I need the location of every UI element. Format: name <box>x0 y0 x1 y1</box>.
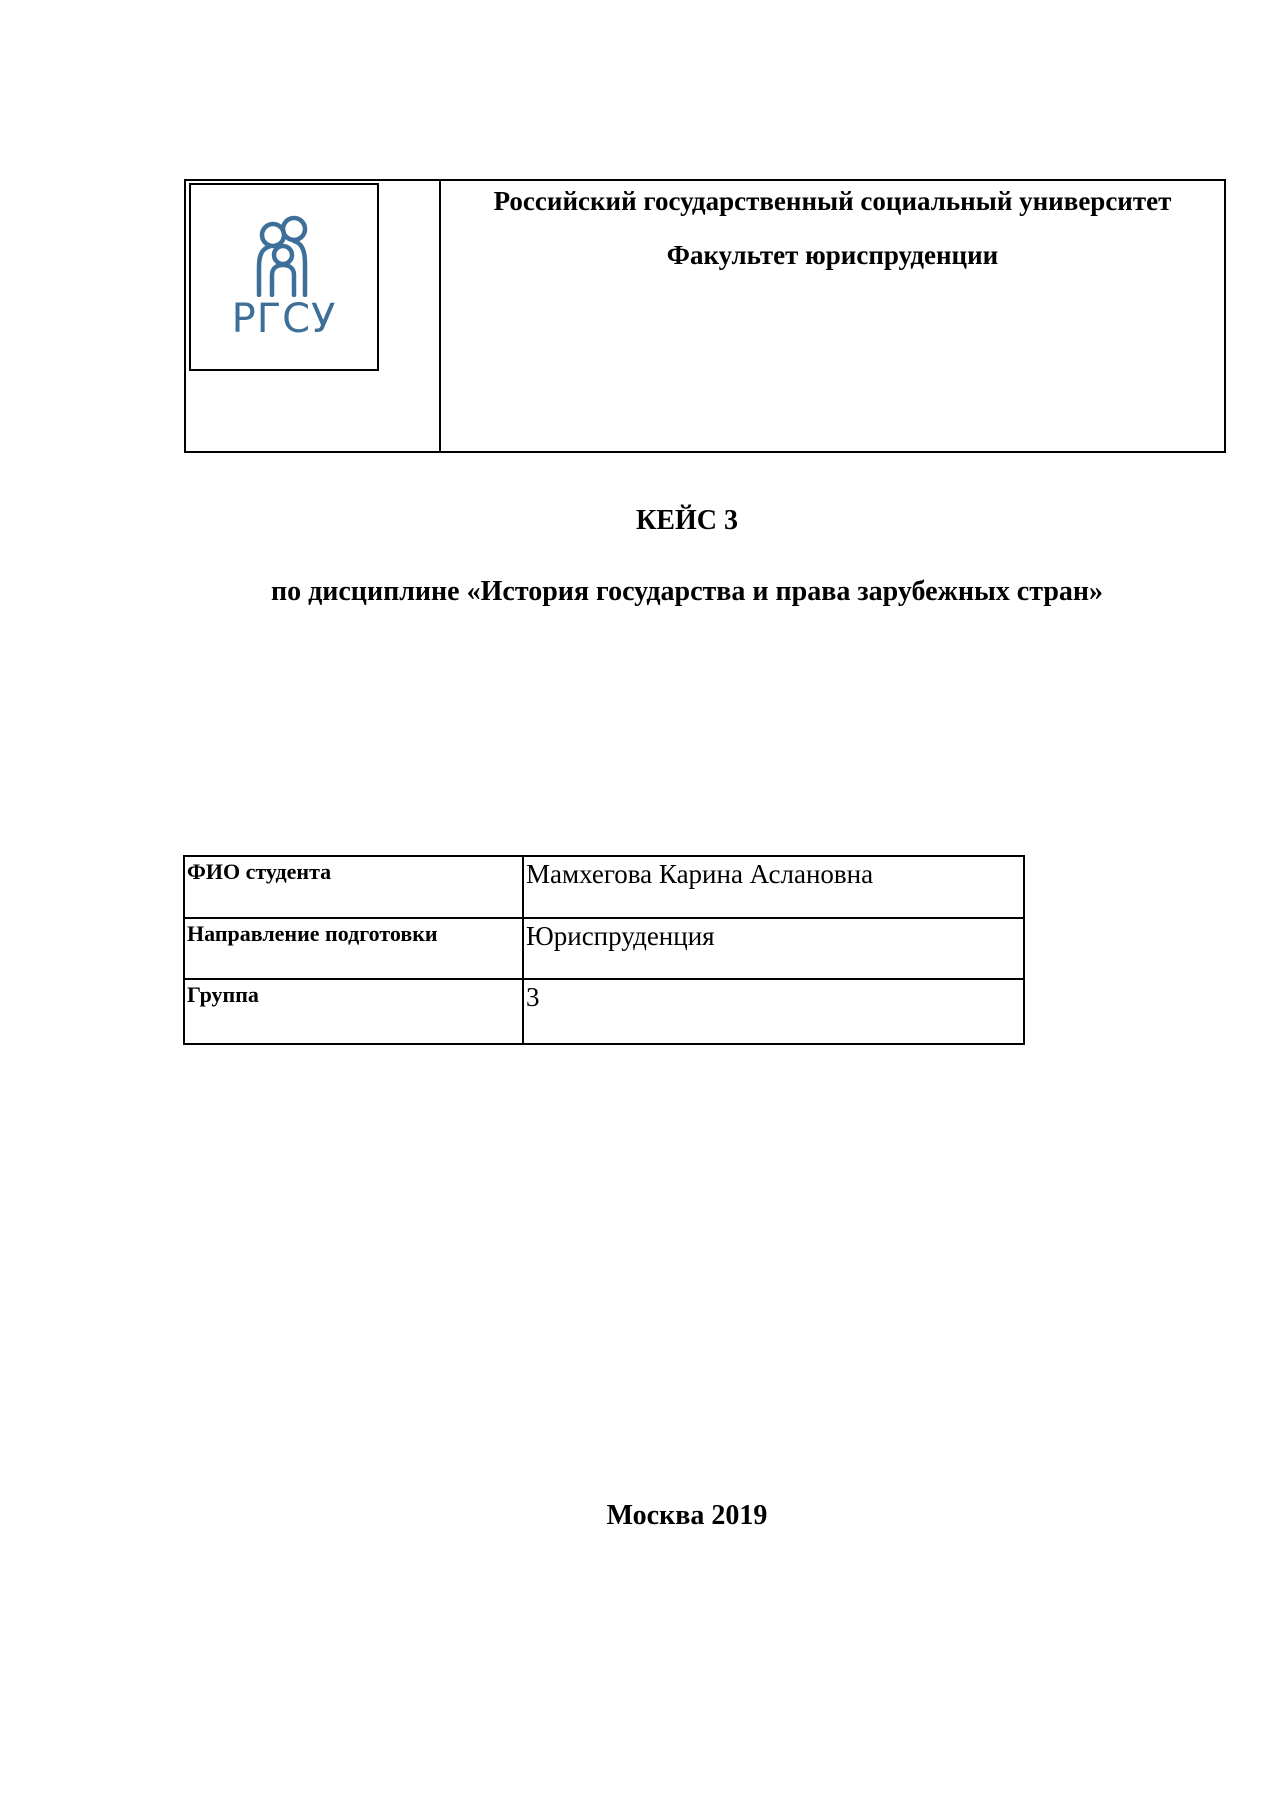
logo-text: РГСУ <box>231 296 337 342</box>
table-value-cell: 3 <box>523 979 1024 1044</box>
table-value-cell: Юриспруденция <box>523 918 1024 979</box>
city-year: Москва 2019 <box>606 1500 768 1531</box>
table-label-cell: ФИО студента <box>184 856 523 918</box>
header-divider <box>439 181 441 451</box>
university-name: Российский государственный социальный университет <box>493 186 1172 216</box>
table-row <box>184 856 1024 918</box>
case-title: КЕЙС 3 <box>636 505 738 536</box>
family-figures-icon <box>249 215 319 297</box>
student-info-table <box>183 855 1025 1045</box>
table-label-cell: Направление подготовки <box>184 918 523 979</box>
faculty-name: Факультет юриспруденции <box>666 240 999 270</box>
university-logo <box>231 215 337 342</box>
table-row <box>184 918 1024 979</box>
logo-box <box>189 183 379 371</box>
header-table <box>184 179 1226 453</box>
table-row <box>184 979 1024 1044</box>
table-label-cell: Группа <box>184 979 523 1044</box>
table-value-cell: Мамхегова Карина Аслановна <box>523 856 1024 918</box>
discipline-title: по дисциплине «История государства и права зарубежных стран» <box>270 576 1104 607</box>
